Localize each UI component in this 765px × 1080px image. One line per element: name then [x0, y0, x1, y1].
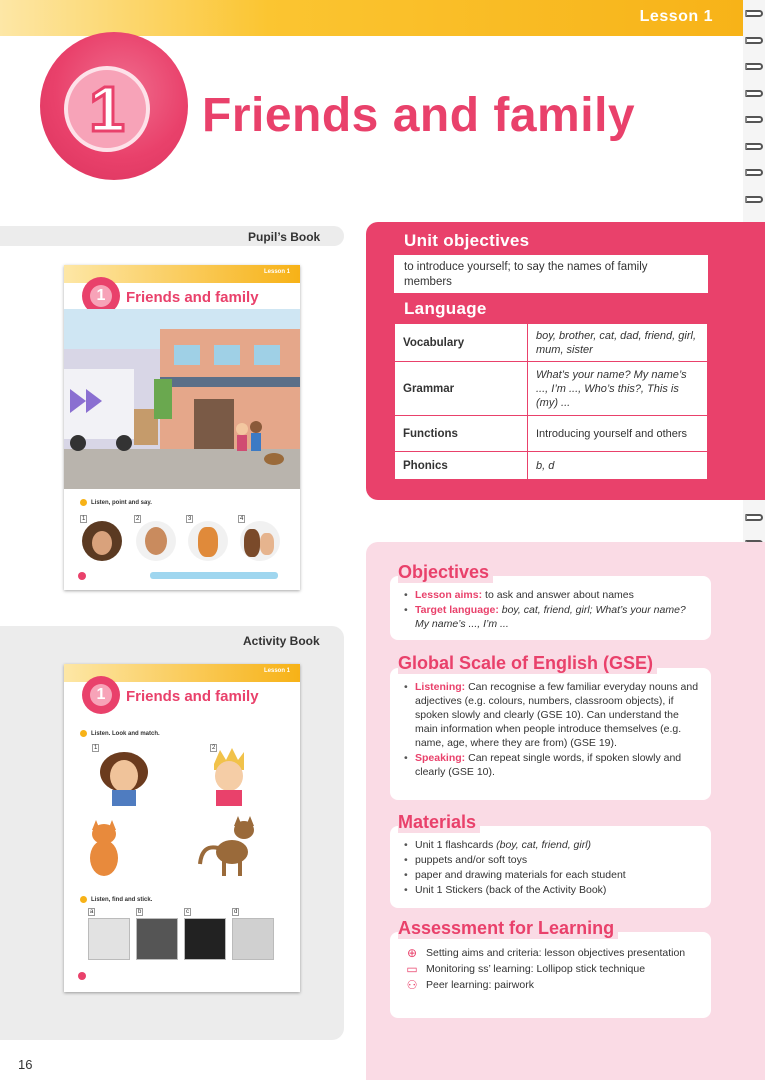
binding-ring	[745, 10, 763, 17]
gse-heading: Global Scale of English (GSE)	[398, 653, 657, 674]
list-item: • paper and drawing materials for each student	[404, 868, 701, 882]
table-row	[395, 362, 708, 416]
language-value: b, d	[528, 452, 708, 480]
materials-heading: Materials	[398, 812, 480, 833]
item-label: Target language:	[415, 604, 499, 616]
pupils-book-thumbnail	[64, 265, 300, 590]
thumb-instruction-text: Listen. Look and match.	[91, 731, 160, 738]
thumb-instruction-text: Listen, find and stick.	[91, 897, 153, 904]
boy-portrait	[136, 521, 176, 561]
item-number: 1	[94, 745, 98, 751]
pupils-book-label: Pupil’s Book	[248, 230, 321, 244]
language-label: Grammar	[395, 362, 528, 416]
street-scene-illustration	[64, 309, 300, 489]
cat-portrait	[188, 521, 228, 561]
audio-icon	[80, 499, 87, 506]
unit-number: 1	[89, 73, 125, 145]
thumb-title: Friends and family	[126, 688, 259, 705]
slot-letter: a	[90, 909, 94, 915]
sticker-slot	[88, 918, 130, 960]
footer-strip	[150, 572, 278, 579]
binding-ring	[745, 63, 763, 70]
item-text: to ask and answer about names	[485, 589, 634, 601]
lesson-tag: Lesson 1	[639, 8, 713, 25]
assessment-text: Setting aims and criteria: lesson objectives presentation	[426, 947, 686, 959]
unit-objectives-text: to introduce yourself; to say the names of family members	[394, 255, 708, 293]
language-label: Functions	[395, 416, 528, 452]
monitor-icon: ▭	[406, 962, 418, 976]
language-heading: Language	[404, 299, 487, 318]
brown-cat-illustration	[192, 814, 262, 878]
thumb-unit-number: 1	[90, 684, 112, 706]
portrait-number: 2	[136, 516, 140, 522]
target-icon: ⊕	[406, 946, 418, 960]
sticker-slots	[88, 908, 278, 964]
thumb-title: Friends and family	[126, 289, 259, 306]
list-item: • puppets and/or soft toys	[404, 853, 701, 867]
list-item	[404, 603, 701, 631]
boy-illustration	[204, 746, 254, 808]
binding-ring	[745, 90, 763, 97]
objectives-card	[390, 576, 711, 640]
activity-book-label: Activity Book	[243, 634, 320, 648]
assessment-text: Monitoring ss’ learning: Lollipop stick technique	[426, 963, 646, 975]
family-portrait	[240, 521, 280, 561]
item-text: Unit 1 flashcards	[415, 839, 497, 851]
item-label: Listening:	[415, 681, 466, 693]
item-text: boy, cat, friend, girl; What’s your name? My name’s ..., I’m ...	[415, 604, 686, 630]
list-item	[404, 751, 701, 779]
portrait-number: 3	[188, 516, 192, 522]
language-label: Vocabulary	[395, 324, 528, 362]
thumb-instruction-text: Listen, point and say.	[91, 500, 152, 507]
thumb-lesson-tag: Lesson 1	[263, 668, 290, 674]
table-row	[395, 416, 708, 452]
materials-card	[390, 826, 711, 908]
language-value: Introducing yourself and others	[528, 416, 708, 452]
girl-illustration	[94, 748, 154, 808]
table-row	[395, 324, 708, 362]
language-value: What’s your name? My name’s ..., I’m ..., Who’s this?, This is (my) ...	[528, 362, 708, 416]
binding-ring	[745, 514, 763, 521]
portrait-number: 4	[240, 516, 244, 522]
language-label: Phonics	[395, 452, 528, 480]
portrait-number: 1	[82, 516, 86, 522]
audio-icon	[80, 896, 87, 903]
assessment-heading: Assessment for Learning	[398, 918, 618, 939]
item-text: Can recognise a few familiar everyday nouns and adjectives (e.g. colours, numbers, classroom objects), if spoken slowly and clearly (GSE 10). Can understand the main information when people introduce themselves (e.g. name, age, where they are from) (GSE 19).	[415, 681, 699, 749]
assessment-item	[404, 946, 701, 960]
item-text: Can repeat single words, if spoken slowly and clearly (GSE 10).	[415, 752, 682, 778]
list-item	[404, 838, 701, 852]
sticker-slot	[184, 918, 226, 960]
unit-title: Friends and family	[202, 89, 636, 142]
thumb-instruction-2	[80, 896, 152, 903]
audio-icon	[80, 730, 87, 737]
page-marker-icon	[78, 972, 86, 980]
sticker-slot	[232, 918, 274, 960]
binding-ring	[745, 143, 763, 150]
item-number: 2	[212, 745, 216, 751]
ginger-cat-illustration	[86, 814, 126, 878]
unit-objectives-heading: Unit objectives	[404, 231, 530, 250]
activity-book-thumbnail	[64, 664, 300, 992]
binding-ring	[745, 169, 763, 176]
item-label: Speaking:	[415, 752, 466, 764]
assessment-text: Peer learning: pairwork	[426, 979, 534, 991]
thumb-instruction-2	[80, 499, 152, 506]
binding-ring	[745, 196, 763, 203]
assessment-item	[404, 978, 701, 992]
table-row	[395, 452, 708, 480]
page-marker-icon	[78, 572, 86, 580]
language-table	[394, 323, 708, 480]
slot-letter: d	[234, 909, 238, 915]
binding-ring	[745, 116, 763, 123]
item-label: Lesson aims:	[415, 589, 483, 601]
peer-icon: ⚇	[406, 978, 418, 992]
gse-card	[390, 668, 711, 800]
objectives-heading: Objectives	[398, 562, 493, 583]
sticker-slot	[136, 918, 178, 960]
slot-letter: b	[138, 909, 142, 915]
thumb-lesson-tag: Lesson 1	[263, 269, 290, 275]
girl-portrait	[82, 521, 122, 561]
assessment-item	[404, 962, 701, 976]
binding-ring	[745, 37, 763, 44]
list-item	[404, 680, 701, 750]
thumb-unit-number: 1	[90, 285, 112, 307]
item-text: (boy, cat, friend, girl)	[496, 839, 592, 851]
list-item: • Unit 1 Stickers (back of the Activity Book)	[404, 883, 701, 897]
page-number: 16	[18, 1057, 33, 1072]
language-value: boy, brother, cat, dad, friend, girl, mum, sister	[528, 324, 708, 362]
slot-letter: c	[186, 909, 189, 915]
list-item	[404, 588, 701, 602]
assessment-card	[390, 932, 711, 1018]
thumb-instruction-1	[80, 730, 160, 737]
character-portraits	[78, 515, 290, 565]
